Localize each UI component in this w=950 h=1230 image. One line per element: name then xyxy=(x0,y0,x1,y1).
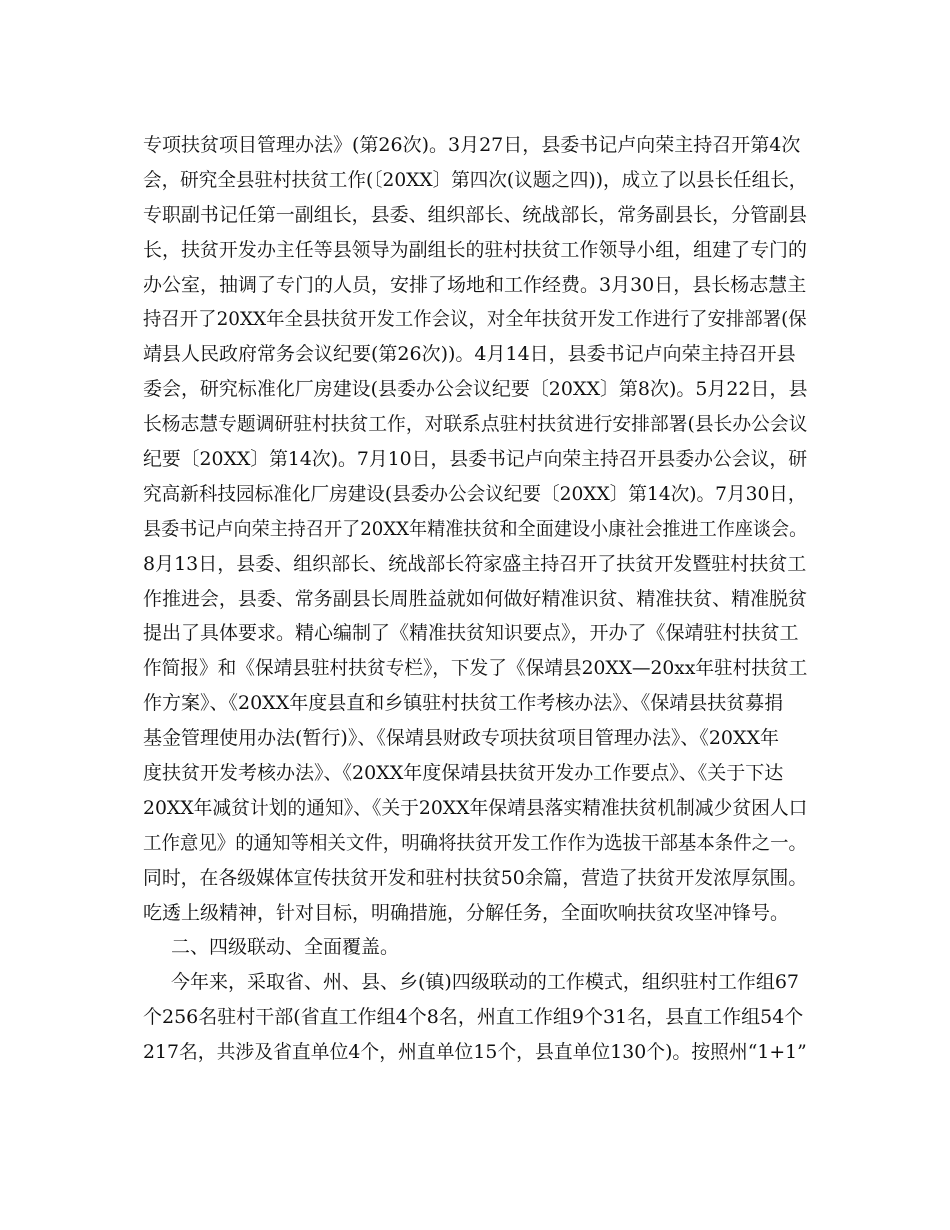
text-line: 靖县人民政府常务会议纪要(第26次))。4月14日，县委书记卢向荣主持召开县 xyxy=(143,343,796,366)
text-line: 217名，共涉及省直单位4个，州直单位15个，县直单位130个)。按照州“1+1” xyxy=(143,1041,807,1064)
text-line: 办公室，抽调了专门的人员，安排了场地和工作经费。3月30日，县长杨志慧主 xyxy=(143,273,807,296)
text-line: 长，扶贫开发办主任等县领导为副组长的驻村扶贫工作领导小组，组建了专门的 xyxy=(143,238,808,261)
text-line: 度扶贫开发考核办法》、《20XX年度保靖县扶贫开发办工作要点》、《关于下达 xyxy=(143,762,784,785)
text-line: 20XX年减贫计划的通知》、《关于20XX年保靖县落实精准扶贫机制减少贫困人口 xyxy=(143,796,808,819)
text-line: 作方案》、《20XX年度县直和乡镇驻村扶贫工作考核办法》、《保靖县扶贫募捐 xyxy=(143,692,784,715)
text-line: 持召开了20XX年全县扶贫开发工作会议，对全年扶贫开发工作进行了安排部署(保 xyxy=(143,308,807,331)
text-line: 会，研究全县驻村扶贫工作(〔20XX〕第四次(议题之四))，成立了以县长任组长， xyxy=(143,168,808,191)
text-line: 提出了具体要求。精心编制了《精准扶贫知识要点》，开办了《保靖驻村扶贫工 xyxy=(143,622,799,645)
text-line: 纪要〔20XX〕第14次)。7月10日，县委书记卢向荣主持召开县委办公会议，研 xyxy=(143,448,808,471)
document-body xyxy=(143,128,807,1070)
section-heading: 二、四级联动、全面覆盖。 xyxy=(171,936,400,959)
text-line: 县委书记卢向荣主持召开了20XX年精准扶贫和全面建设小康社会推进工作座谈会。 xyxy=(143,517,808,540)
text-line: 作简报》和《保靖县驻村扶贫专栏》，下发了《保靖县20XX—20xx年驻村扶贫工 xyxy=(143,657,808,680)
text-line: 长杨志慧专题调研驻村扶贫工作，对联系点驻村扶贫进行安排部署(县长办公会议 xyxy=(143,413,808,436)
text-line: 吃透上级精神，针对目标，明确措施，分解任务，全面吹响扶贫攻坚冲锋号。 xyxy=(143,901,790,924)
text-line: 专项扶贫项目管理办法》(第26次)。3月27日，县委书记卢向荣主持召开第4次 xyxy=(143,134,801,156)
text-line: 今年来，采取省、州、县、乡(镇)四级联动的工作模式，组织驻村工作组67 xyxy=(171,971,800,994)
text-line: 委会，研究标准化厂房建设(县委办公会议纪要〔20XX〕第8次)。5月22日，县 xyxy=(143,378,808,401)
text-line: 工作意见》的通知等相关文件，明确将扶贫开发工作作为选拔干部基本条件之一。 xyxy=(143,831,808,854)
text-line: 同时，在各级媒体宣传扶贫开发和驻村扶贫50余篇，营造了扶贫开发浓厚氛围。 xyxy=(143,866,808,889)
text-line: 专职副书记任第一副组长，县委、组织部长、统战部长，常务副县长，分管副县 xyxy=(143,203,808,226)
text-line: 个256名驻村干部(省直工作组4个8名，州直工作组9个31名，县直工作组54个 xyxy=(143,1006,804,1029)
text-line: 8月13日，县委、组织部长、统战部长符家盛主持召开了扶贫开发暨驻村扶贫工 xyxy=(143,552,807,575)
text-line: 基金管理使用办法(暂行)》、《保靖县财政专项扶贫项目管理办法》、《20XX年 xyxy=(143,727,780,750)
text-line: 作推进会，县委、常务副县长周胜益就如何做好精准识贫、精准扶贫、精准脱贫 xyxy=(143,587,808,610)
text-line: 究高新科技园标准化厂房建设(县委办公会议纪要〔20XX〕第14次)。7月30日， xyxy=(143,482,807,505)
